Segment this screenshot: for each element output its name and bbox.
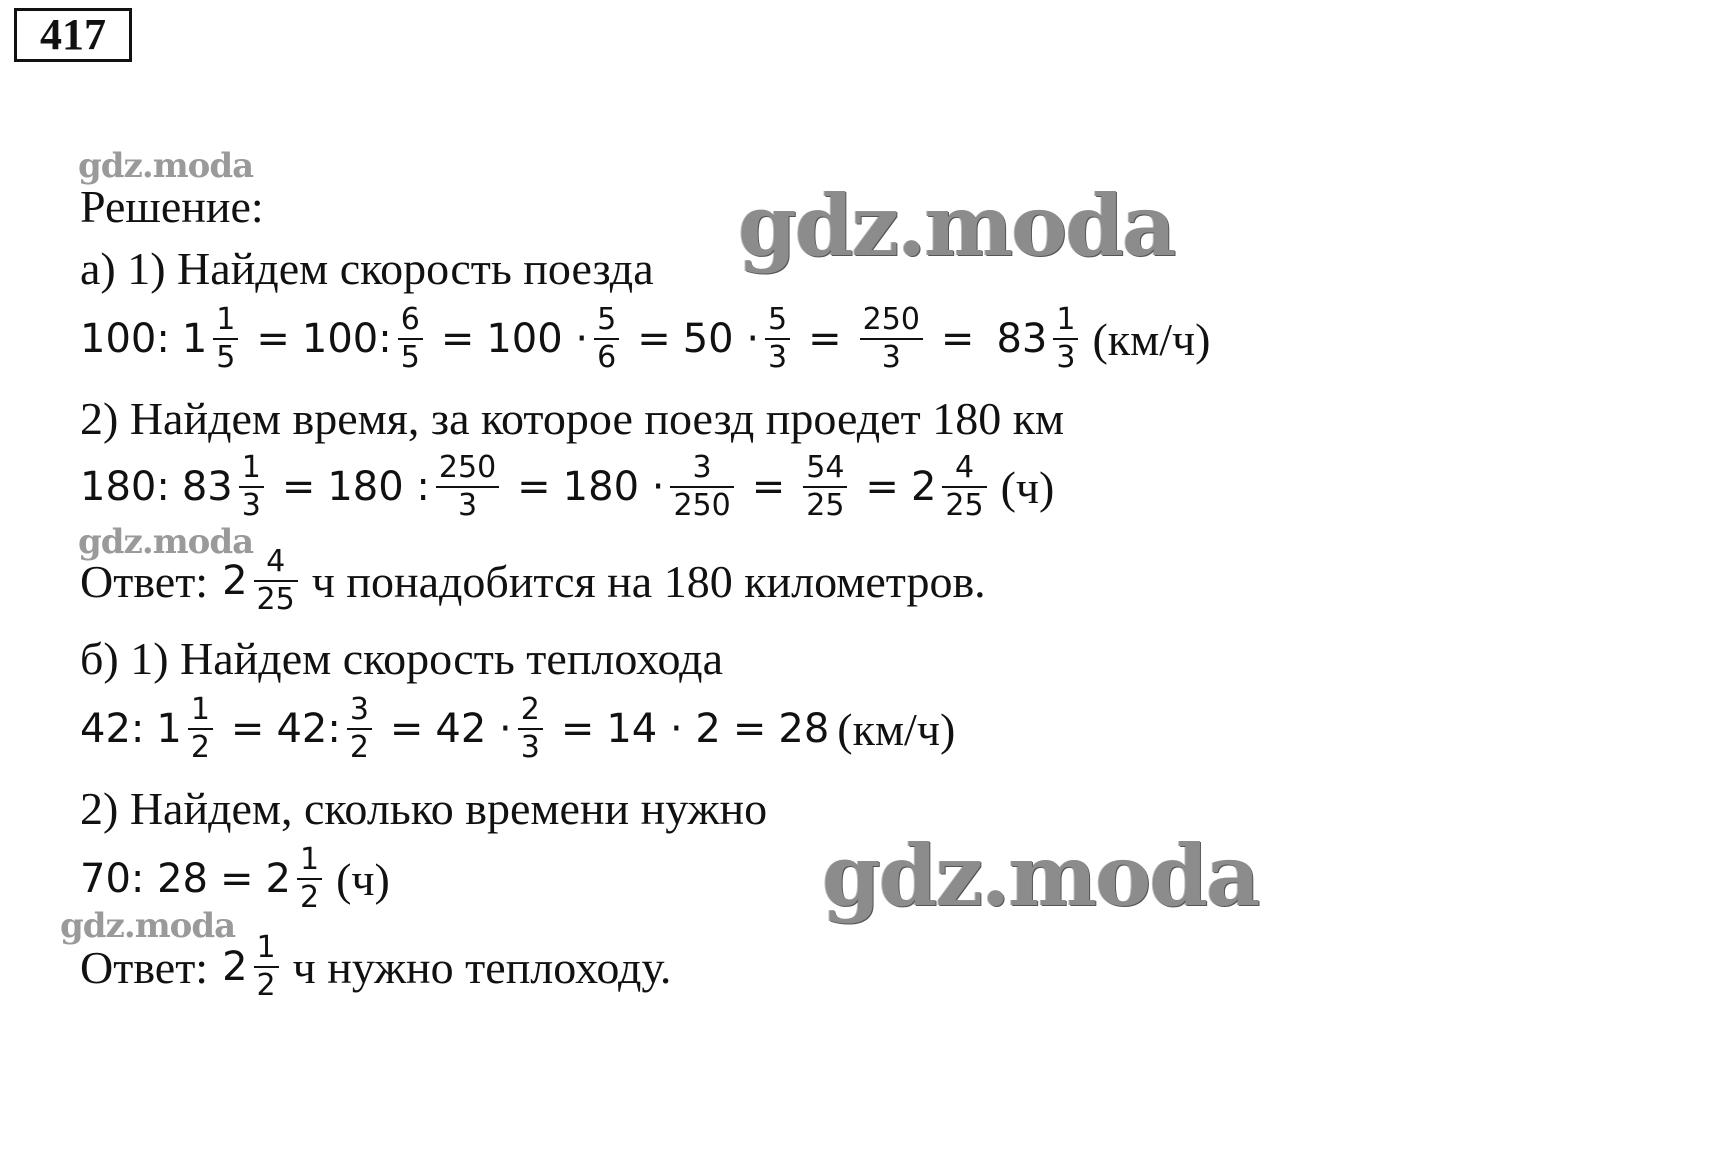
term: 100:: [80, 316, 170, 362]
b-step2-text: 2) Найдем, сколько времени нужно: [80, 783, 768, 834]
equals-sign: =: [637, 316, 671, 362]
fraction: $\frac{3}{2}$: [347, 694, 372, 764]
unit: (км/ч): [1092, 313, 1211, 365]
fraction: $\frac{1}{2}$: [188, 694, 213, 764]
term: 14 · 2: [606, 706, 721, 752]
equals-sign: =: [808, 316, 842, 362]
mixed-whole: 1: [156, 706, 182, 752]
equals-sign: =: [230, 706, 265, 752]
term: 28: [778, 706, 830, 752]
term: 50 ·: [682, 316, 760, 362]
fraction: $\frac{1}{5}$: [213, 304, 238, 374]
mixed-whole: 2: [222, 944, 248, 990]
a-step2-text: 2) Найдем время, за которое поезд проедет 180 км: [80, 393, 1065, 444]
term: 180 :: [327, 464, 430, 510]
equals-sign: =: [751, 464, 786, 510]
fraction: $\frac{1}{3}$: [1053, 304, 1078, 374]
equals-sign: =: [220, 856, 254, 902]
fraction: $\frac{4}{25}$: [942, 452, 986, 522]
fraction: $\frac{4}{25}$: [254, 546, 298, 616]
unit: (км/ч): [837, 703, 956, 755]
equals-sign: =: [281, 464, 316, 510]
answer-label: Ответ:: [80, 555, 209, 607]
fraction: $\frac{6}{5}$: [398, 304, 423, 374]
fraction: $\frac{250}{3}$: [436, 452, 499, 522]
b-equation-2: [80, 844, 390, 914]
fraction: $\frac{54}{25}$: [803, 452, 847, 522]
equals-sign: =: [256, 316, 290, 362]
answer-text: ч нужно теплоходу.: [292, 941, 672, 993]
mixed-whole: 2: [910, 464, 937, 510]
fraction: $\frac{5}{6}$: [594, 304, 619, 374]
term: 180 ·: [562, 464, 665, 510]
b-answer: [80, 932, 671, 1002]
fraction: $\frac{1}{3}$: [239, 452, 264, 522]
mixed-whole: 83: [181, 464, 233, 510]
fraction: $\frac{3}{250}$: [670, 452, 733, 522]
problem-number: 417: [14, 8, 132, 62]
equals-sign: =: [865, 464, 899, 510]
answer-text: ч понадобится на 180 километров.: [311, 555, 986, 607]
fraction: $\frac{1}{2}$: [297, 844, 322, 914]
watermark: gdz.moda: [60, 906, 236, 946]
term: 70: 28: [80, 856, 208, 902]
b-equation-1: [80, 694, 955, 764]
term: 100:: [301, 316, 392, 362]
a-step1-text: а) 1) Найдем скорость поезда: [80, 243, 654, 294]
solution-heading: Решение:: [80, 181, 264, 232]
unit: (ч): [336, 853, 390, 905]
fraction: $\frac{1}{2}$: [254, 932, 279, 1002]
equals-sign: =: [940, 316, 975, 362]
term: 42:: [276, 706, 341, 752]
fraction: $\frac{2}{3}$: [518, 694, 543, 764]
mixed-whole: 1: [181, 316, 208, 362]
equals-sign: =: [560, 706, 595, 752]
watermark: gdz.moda: [822, 826, 1259, 925]
watermark: gdz.moda: [78, 146, 254, 186]
term: 180:: [80, 464, 170, 510]
b-step1-text: б) 1) Найдем скорость теплохода: [80, 633, 723, 684]
mixed-whole: 2: [222, 558, 248, 604]
equals-sign: =: [389, 706, 424, 752]
equals-sign: =: [440, 316, 475, 362]
watermark: gdz.moda: [738, 176, 1175, 275]
term: 100 ·: [486, 316, 589, 362]
term: 42:: [80, 706, 145, 752]
a-answer: [80, 546, 986, 616]
fraction: $\frac{250}{3}$: [860, 304, 923, 374]
term: 42 ·: [435, 706, 512, 752]
equals-sign: =: [517, 464, 551, 510]
equals-sign: =: [732, 706, 767, 752]
watermark: gdz.moda: [78, 522, 254, 562]
answer-label: Ответ:: [80, 941, 209, 993]
a-equation-1: [80, 304, 1210, 374]
mixed-whole: 2: [265, 856, 291, 902]
mixed-whole: 83: [996, 316, 1048, 362]
fraction: $\frac{5}{3}$: [765, 304, 790, 374]
unit: (ч): [1000, 461, 1055, 513]
a-equation-2: [80, 452, 1054, 522]
